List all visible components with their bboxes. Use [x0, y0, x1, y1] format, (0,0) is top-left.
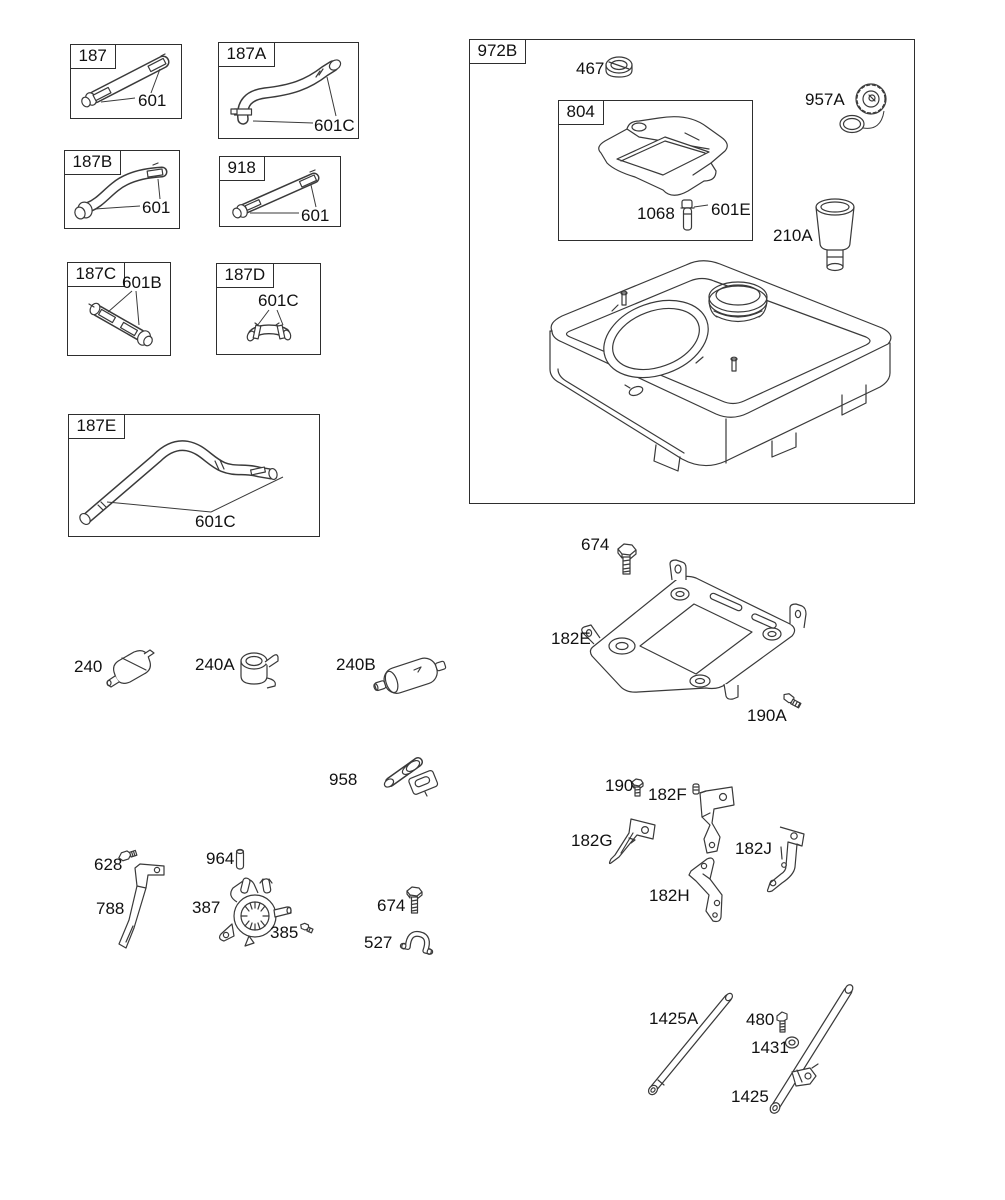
- panel-tag-187A: 187A: [218, 42, 276, 67]
- panel-187A: [218, 42, 359, 139]
- shutoff-valve-958-icon: [381, 744, 437, 796]
- callout-240A: 240A: [195, 655, 235, 674]
- callout-182F: 182F: [648, 785, 687, 804]
- panel-804: [558, 100, 753, 241]
- callout-182G: 182G: [571, 831, 613, 850]
- panel-tag-187B: 187B: [64, 150, 122, 175]
- callout-601: 601: [138, 91, 167, 110]
- panel-tag-187C: 187C: [67, 262, 126, 287]
- panel-187: [70, 44, 182, 119]
- callout-601: 601: [301, 206, 330, 225]
- callout-957A: 957A: [805, 90, 845, 109]
- callout-788: 788: [96, 899, 125, 918]
- panel-tag-187E: 187E: [68, 414, 126, 439]
- panel-187C: [67, 262, 171, 356]
- grommet-467-drawing: [603, 54, 637, 84]
- clamp-527-icon: [398, 928, 438, 956]
- panel-187E: [68, 414, 320, 537]
- callout-182H: 182H: [649, 886, 690, 905]
- bolt-674-pump-icon: [405, 884, 425, 916]
- callout-385: 385: [270, 923, 299, 942]
- screw-385-icon: [297, 922, 313, 938]
- fuel-cap-957A-drawing: [839, 81, 891, 143]
- panel-tag-918: 918: [219, 156, 265, 181]
- callout-628: 628: [94, 855, 123, 874]
- fuel-filter-240-icon: [106, 646, 152, 690]
- callout-674-top: 674: [581, 535, 610, 554]
- callout-601: 601: [142, 198, 171, 217]
- callout-1068: 1068: [637, 204, 675, 223]
- panel-tag-187: 187: [70, 44, 116, 69]
- callout-601C: 601C: [314, 116, 355, 135]
- callout-190A: 190A: [747, 706, 787, 725]
- callout-1431: 1431: [751, 1038, 789, 1057]
- callout-387: 387: [192, 898, 221, 917]
- callout-601C: 601C: [258, 291, 299, 310]
- elbow-fitting-240A-icon: [238, 650, 280, 692]
- callout-210A: 210A: [773, 226, 813, 245]
- inline-filter-240B-icon: [372, 644, 448, 710]
- panel-187D: [216, 263, 321, 355]
- callout-1425: 1425: [731, 1087, 769, 1106]
- callout-182E: 182E: [551, 629, 591, 648]
- callout-467: 467: [576, 59, 605, 78]
- callout-182J: 182J: [735, 839, 772, 858]
- panel-918: [219, 156, 341, 227]
- bracket-182F-icon: [686, 781, 736, 856]
- pin-964-icon: [233, 846, 247, 872]
- tank-cover-804-drawing: [589, 113, 741, 201]
- panel-tag-804: 804: [558, 100, 604, 125]
- callout-480: 480: [746, 1010, 775, 1029]
- callout-601B: 601B: [122, 273, 162, 292]
- callout-1425A: 1425A: [649, 1009, 699, 1028]
- panel-tag-187D: 187D: [216, 263, 275, 288]
- callout-601E: 601E: [711, 200, 751, 219]
- bracket-182G-icon: [607, 811, 663, 863]
- callout-674-pump: 674: [377, 896, 406, 915]
- mounting-base-182E-drawing: [576, 550, 811, 702]
- callout-190: 190: [605, 776, 634, 795]
- fuel-tank-drawing: [536, 249, 914, 501]
- bushing-valve-601E-drawing: [678, 196, 698, 236]
- callout-240: 240: [74, 657, 103, 676]
- callout-240B: 240B: [336, 655, 376, 674]
- panel-tag-972B: 972B: [469, 39, 527, 64]
- callout-958: 958: [329, 770, 358, 789]
- callout-964: 964: [206, 849, 235, 868]
- fuel-line-1425A-icon: [644, 992, 736, 1096]
- panel-972B: [469, 39, 915, 504]
- callout-527: 527: [364, 933, 393, 952]
- panel-187B: [64, 150, 180, 229]
- callout-601C: 601C: [195, 512, 236, 531]
